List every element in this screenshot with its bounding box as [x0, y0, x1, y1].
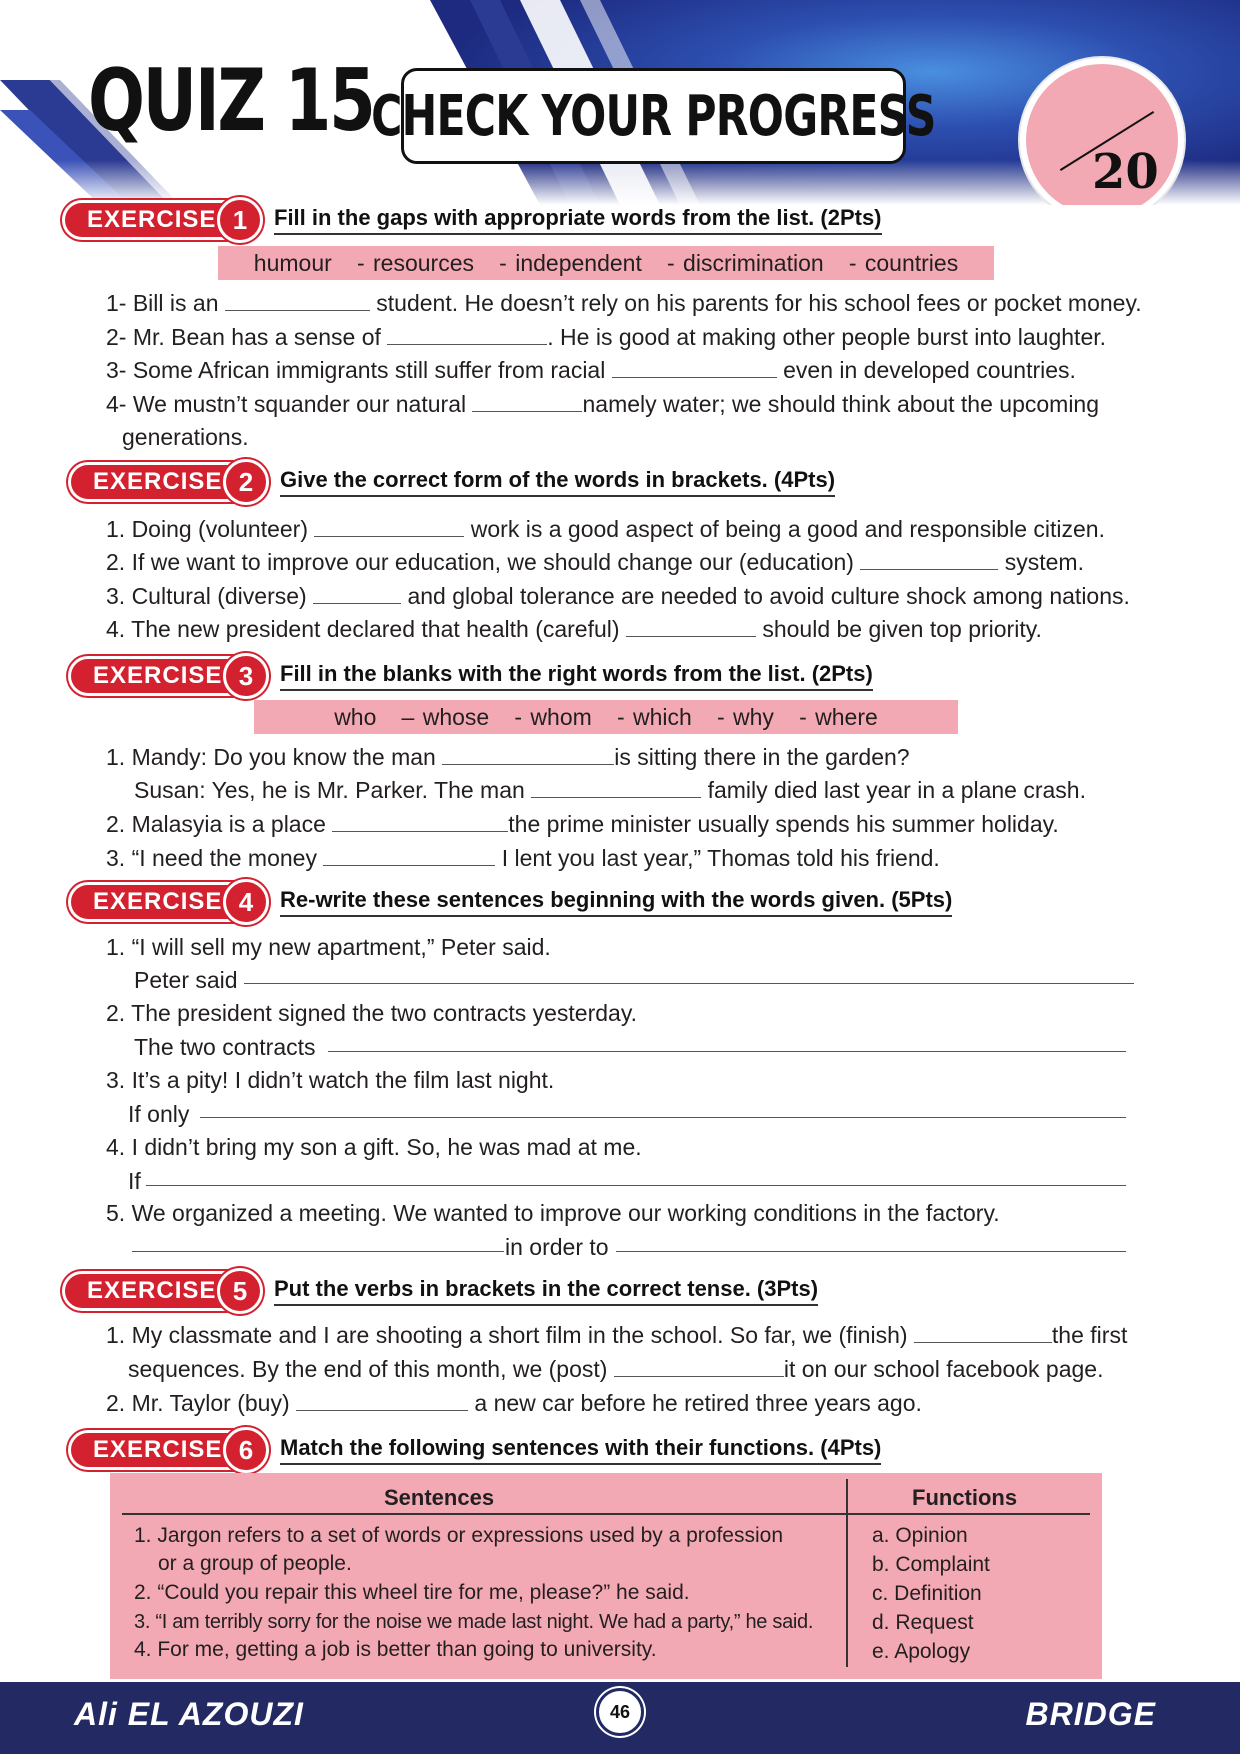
item-text: and global tolerance are needed to avoid culture shock among nations.: [407, 583, 1130, 609]
answer-gap[interactable]: [614, 1357, 784, 1377]
function-item: c. Definition: [872, 1582, 982, 1605]
exercise-badge: [62, 200, 254, 240]
function-item: e. Apology: [872, 1640, 971, 1663]
ex5-item-2: [106, 1388, 922, 1418]
exercise-badge: [68, 656, 260, 696]
progress-banner-text: CHECK YOUR PROGRESS: [371, 83, 936, 149]
sentence-row: 3. “I am terribly sorry for the noise we made last night. We had a party,” he said.: [134, 1611, 814, 1633]
progress-banner: [371, 68, 936, 164]
answer-gap[interactable]: [225, 291, 370, 311]
exercise-5-header: [62, 1269, 818, 1313]
item-text: 2. Mr. Taylor (buy): [106, 1390, 290, 1416]
answer-gap[interactable]: [626, 617, 756, 637]
item-text: 4- We mustn’t squander our natural: [106, 391, 467, 417]
exercise-number: 2: [223, 459, 269, 505]
exercise-label: EXERCISE: [93, 888, 223, 915]
sentence-row: 2. “Could you repair this wheel tire for me, please?” he said.: [134, 1581, 690, 1604]
exercise-label: EXERCISE: [93, 662, 223, 689]
item-text: 2. If we want to improve our education, we should change our (education): [106, 549, 854, 575]
ex2-item-3: [106, 581, 1130, 611]
exercise-instruction: Match the following sentences with their functions. (4Pts): [280, 1435, 881, 1465]
ex2-item-1: [106, 514, 1105, 544]
item-text: even in developed countries.: [783, 357, 1076, 383]
answer-line[interactable]: [616, 1250, 1126, 1252]
exercise-label: EXERCISE: [87, 206, 217, 233]
exercise-3-header: [68, 654, 873, 698]
item-text: system.: [1004, 549, 1084, 575]
function-item: b. Complaint: [872, 1553, 990, 1576]
ex4-item-1-start: Peter said: [134, 967, 238, 993]
answer-gap[interactable]: [323, 846, 495, 866]
exercise-number: 6: [223, 1427, 269, 1473]
item-text: student. He doesn’t rely on his parents for his school fees or pocket money.: [376, 290, 1142, 316]
ex4-item-1: 1. “I will sell my new apartment,” Peter said.: [106, 934, 551, 960]
table-column-rule: [846, 1479, 848, 1667]
answer-line[interactable]: [328, 1050, 1126, 1052]
ex3-item-1b: [134, 775, 1086, 805]
ex4-item-3: 3. It’s a pity! I didn’t watch the film last night.: [106, 1067, 555, 1093]
ex4-item-5: 5. We organized a meeting. We wanted to improve our working conditions in the factory.: [106, 1200, 1000, 1226]
item-text: is sitting there in the garden?: [614, 744, 910, 770]
item-text: namely water; we should think about the upcoming: [582, 391, 1100, 417]
item-text: family died last year in a plane crash.: [707, 777, 1086, 803]
exercise-1-header: [62, 198, 882, 242]
sentence-row: 4. For me, getting a job is better than going to university.: [134, 1638, 657, 1661]
ex2-item-2: [106, 547, 1084, 577]
item-text: should be given top priority.: [762, 616, 1042, 642]
item-text: a new car before he retired three years ago.: [474, 1390, 922, 1416]
item-text: it on our school facebook page.: [783, 1356, 1104, 1382]
ex3-item-1: [106, 742, 910, 772]
column-header-functions: Functions: [912, 1485, 1018, 1510]
item-text: sequences. By the end of this month, we (post): [128, 1356, 608, 1382]
exercise-number: 3: [223, 653, 269, 699]
exercise-badge: [68, 882, 260, 922]
answer-gap[interactable]: [387, 325, 547, 345]
function-item: d. Request: [872, 1611, 974, 1634]
exercise-instruction: Give the correct form of the words in brackets. (4Pts): [280, 467, 835, 497]
ex4-item-2: 2. The president signed the two contracts yesterday.: [106, 1000, 637, 1026]
word-list-box: humour - resources - independent - discrimination - countries: [218, 246, 994, 280]
item-text: 3- Some African immigrants still suffer from racial: [106, 357, 606, 383]
item-text: 1- Bill is an: [106, 290, 219, 316]
exercise-label: EXERCISE: [93, 1436, 223, 1463]
answer-gap[interactable]: [442, 745, 614, 765]
item-text: 1. Mandy: Do you know the man: [106, 744, 436, 770]
page-number: 46: [596, 1688, 644, 1736]
sentence-row: 1. Jargon refers to a set of words or expressions used by a profession: [134, 1524, 784, 1547]
ex1-item-2: [106, 322, 1106, 352]
table-header-rule: [122, 1513, 1090, 1515]
answer-gap[interactable]: [314, 517, 464, 537]
item-text: 1. Doing (volunteer): [106, 516, 308, 542]
item-text: 2. Malasyia is a place: [106, 811, 326, 837]
item-text: I lent you last year,” Thomas told his friend.: [501, 845, 940, 871]
exercise-label: EXERCISE: [93, 468, 223, 495]
answer-line[interactable]: [244, 982, 1134, 984]
item-text: 3. Cultural (diverse): [106, 583, 307, 609]
item-text: 3. “I need the money: [106, 845, 317, 871]
page-header: [0, 0, 1240, 205]
answer-line[interactable]: [200, 1116, 1126, 1118]
answer-gap[interactable]: [313, 584, 401, 604]
score-total: 20: [1092, 144, 1159, 200]
column-header-sentences: Sentences: [384, 1485, 495, 1510]
answer-gap[interactable]: [472, 392, 582, 412]
exercise-badge: [68, 462, 260, 502]
answer-gap[interactable]: [612, 358, 777, 378]
answer-gap[interactable]: [531, 778, 701, 798]
ex1-item-4: [106, 389, 1099, 419]
answer-line[interactable]: [146, 1184, 1126, 1186]
answer-gap[interactable]: [860, 550, 998, 570]
item-text: Susan: Yes, he is Mr. Parker. The man: [134, 777, 525, 803]
answer-line[interactable]: [132, 1250, 504, 1252]
ex4-item-5-start: in order to: [505, 1234, 609, 1260]
author-name: Ali EL AZOUZI: [74, 1696, 304, 1732]
ex4-item-4: 4. I didn’t bring my son a gift. So, he was mad at me.: [106, 1134, 642, 1160]
exercise-instruction: Fill in the gaps with appropriate words from the list. (2Pts): [274, 205, 882, 235]
item-text: 4. The new president declared that health (careful): [106, 616, 620, 642]
answer-gap[interactable]: [332, 812, 508, 832]
matching-table: [110, 1473, 1102, 1679]
exercise-label: EXERCISE: [87, 1277, 217, 1304]
item-text: the prime minister usually spends his summer holiday.: [508, 811, 1059, 837]
exercise-number: 4: [223, 879, 269, 925]
ex4-item-4-start: If: [128, 1168, 141, 1194]
ex2-item-4: [106, 614, 1042, 644]
ex1-item-3: [106, 355, 1076, 385]
word-list-box: who – whose - whom - which - why - where: [254, 700, 958, 734]
exercise-badge: [68, 1430, 260, 1470]
ex1-item-4-cont: generations.: [122, 424, 249, 450]
ex5-item-1b: [128, 1354, 1104, 1384]
ex4-item-3-start: If only: [128, 1101, 190, 1127]
answer-gap[interactable]: [296, 1391, 468, 1411]
exercise-4-header: [68, 880, 952, 924]
exercise-instruction: Re-write these sentences beginning with the words given. (5Pts): [280, 887, 952, 917]
ex5-item-1: [106, 1320, 1127, 1350]
brand-name: BRIDGE: [1025, 1696, 1156, 1732]
ex1-item-1: [106, 288, 1142, 318]
page-footer: [0, 1682, 1240, 1754]
item-text: 2- Mr. Bean has a sense of: [106, 324, 381, 350]
ex3-item-2: [106, 809, 1059, 839]
quiz-title: QUIZ 15: [88, 51, 374, 151]
function-item: a. Opinion: [872, 1524, 968, 1547]
exercise-6-header: [68, 1428, 881, 1472]
exercise-badge: [62, 1271, 254, 1311]
exercise-number: 5: [217, 1268, 263, 1314]
item-text: work is a good aspect of being a good and responsible citizen.: [470, 516, 1105, 542]
item-text: 1. My classmate and I are shooting a short film in the school. So far, we (finish): [106, 1322, 908, 1348]
exercise-2-header: [68, 460, 835, 504]
exercise-instruction: Put the verbs in brackets in the correct tense. (3Pts): [274, 1276, 818, 1306]
exercise-instruction: Fill in the blanks with the right words from the list. (2Pts): [280, 661, 873, 691]
ex4-item-2-start: The two contracts: [134, 1034, 316, 1060]
exercise-number: 1: [217, 197, 263, 243]
ex3-item-3: [106, 843, 940, 873]
item-text: . He is good at making other people burst into laughter.: [547, 324, 1107, 350]
item-text: the first: [1051, 1322, 1128, 1348]
sentence-row: or a group of people.: [158, 1552, 352, 1575]
answer-gap[interactable]: [914, 1323, 1052, 1343]
